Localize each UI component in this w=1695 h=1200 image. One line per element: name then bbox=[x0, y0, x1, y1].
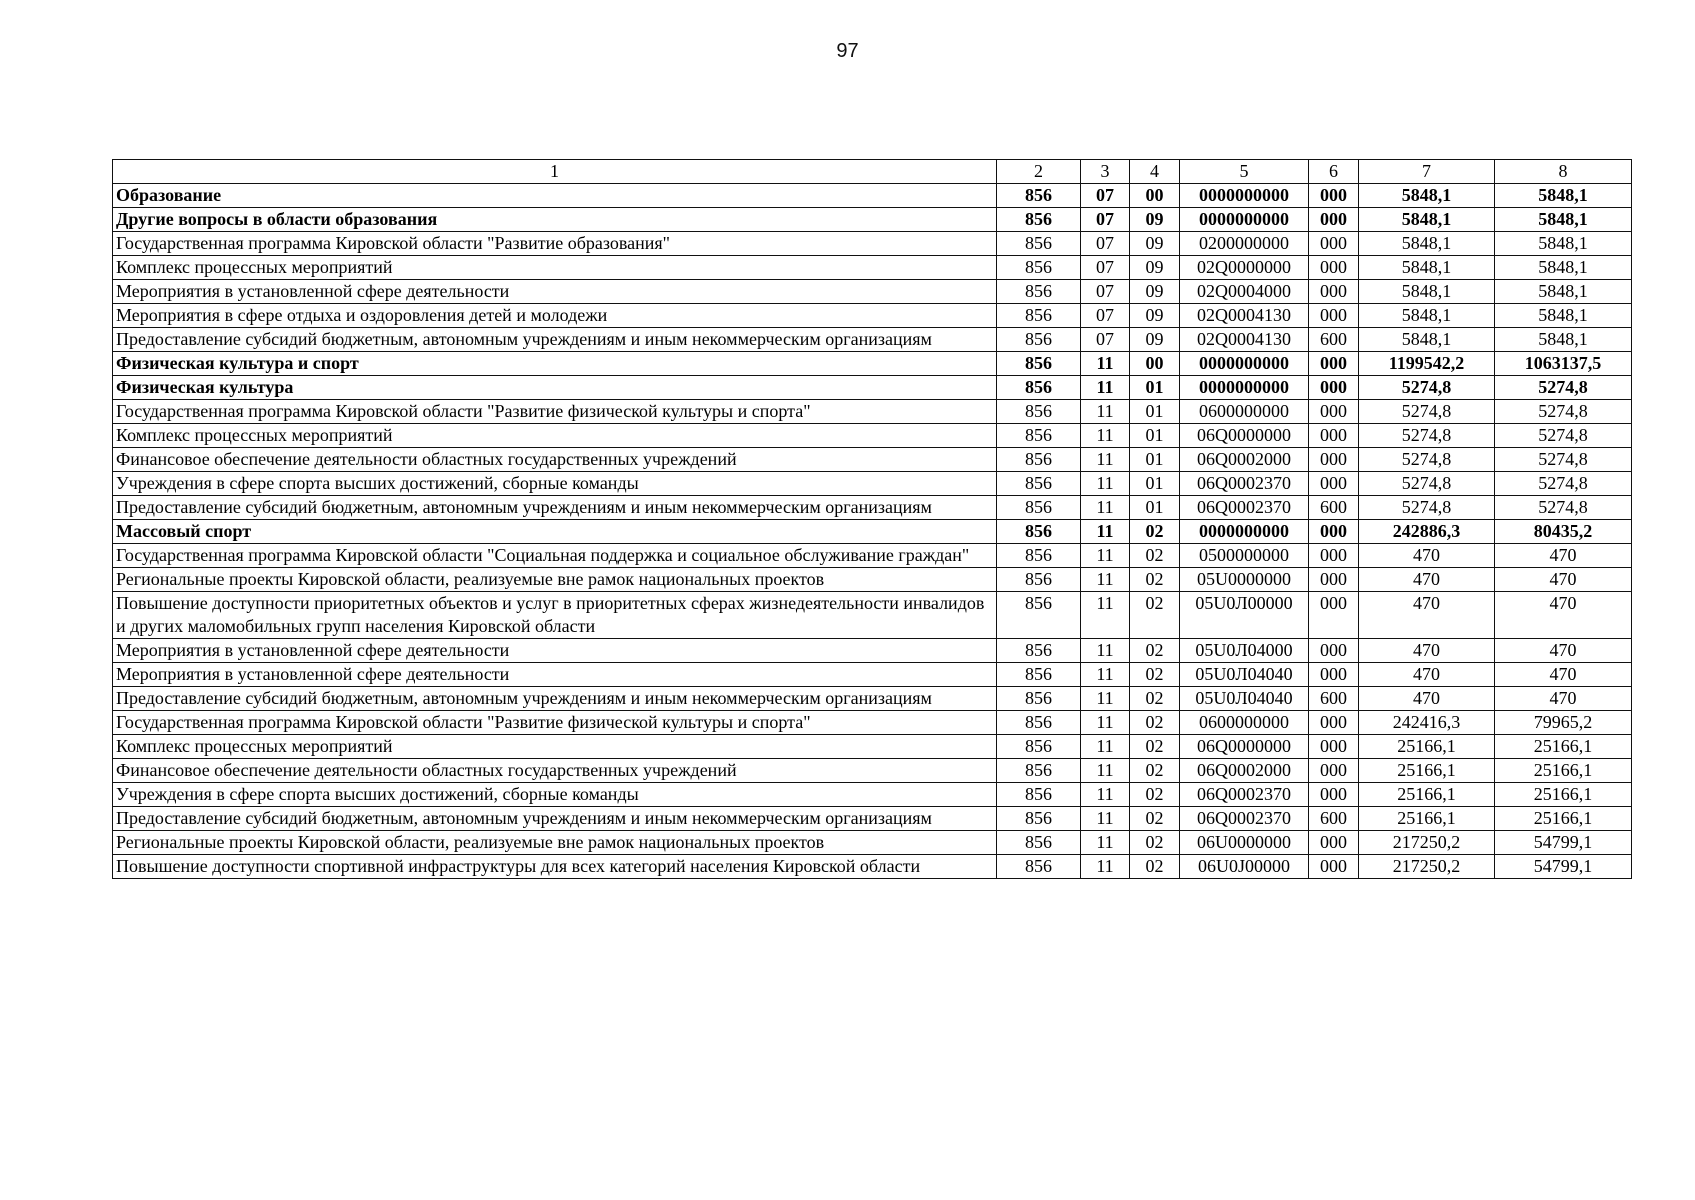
row-value-cell: 06Q0002000 bbox=[1180, 759, 1309, 783]
row-value-cell: 000 bbox=[1309, 663, 1359, 687]
table-row bbox=[113, 663, 1632, 687]
table-row bbox=[113, 376, 1632, 400]
row-value-cell: 02 bbox=[1130, 687, 1180, 711]
row-value-cell: 02 bbox=[1130, 831, 1180, 855]
table-row bbox=[113, 520, 1632, 544]
row-value-cell: 5274,8 bbox=[1359, 448, 1495, 472]
row-value-cell: 856 bbox=[997, 831, 1081, 855]
row-value-cell: 05U0Л04040 bbox=[1180, 687, 1309, 711]
row-description-cell: Государственная программа Кировской области "Развитие образования" bbox=[113, 232, 997, 256]
row-value-cell: 5274,8 bbox=[1495, 472, 1632, 496]
row-description-cell: Предоставление субсидий бюджетным, автономным учреждениям и иным некоммерческим организациям bbox=[113, 807, 997, 831]
header-cell: 2 bbox=[997, 160, 1081, 184]
row-description-cell: Образование bbox=[113, 184, 997, 208]
row-value-cell: 06Q0002370 bbox=[1180, 472, 1309, 496]
row-value-cell: 856 bbox=[997, 328, 1081, 352]
row-description-cell: Повышение доступности спортивной инфраструктуры для всех категорий населения Кировской области bbox=[113, 855, 997, 879]
row-value-cell: 11 bbox=[1081, 687, 1130, 711]
row-value-cell: 11 bbox=[1081, 711, 1130, 735]
row-description-cell: Мероприятия в установленной сфере деятельности bbox=[113, 663, 997, 687]
row-value-cell: 01 bbox=[1130, 496, 1180, 520]
row-value-cell: 02 bbox=[1130, 544, 1180, 568]
row-value-cell: 09 bbox=[1130, 304, 1180, 328]
row-value-cell: 25166,1 bbox=[1359, 807, 1495, 831]
row-value-cell: 02Q0000000 bbox=[1180, 256, 1309, 280]
row-value-cell: 000 bbox=[1309, 208, 1359, 232]
row-value-cell: 000 bbox=[1309, 735, 1359, 759]
table-row bbox=[113, 208, 1632, 232]
row-value-cell: 5274,8 bbox=[1359, 424, 1495, 448]
row-value-cell: 0000000000 bbox=[1180, 208, 1309, 232]
row-value-cell: 470 bbox=[1495, 687, 1632, 711]
budget-table bbox=[112, 159, 1632, 879]
row-value-cell: 856 bbox=[997, 807, 1081, 831]
row-value-cell: 02 bbox=[1130, 855, 1180, 879]
row-value-cell: 11 bbox=[1081, 735, 1130, 759]
row-value-cell: 856 bbox=[997, 496, 1081, 520]
row-value-cell: 5274,8 bbox=[1495, 448, 1632, 472]
row-value-cell: 242886,3 bbox=[1359, 520, 1495, 544]
row-description-cell: Физическая культура bbox=[113, 376, 997, 400]
row-value-cell: 11 bbox=[1081, 639, 1130, 663]
row-value-cell: 05U0Л04000 bbox=[1180, 639, 1309, 663]
row-value-cell: 06Q0000000 bbox=[1180, 424, 1309, 448]
row-value-cell: 5274,8 bbox=[1495, 424, 1632, 448]
row-value-cell: 00 bbox=[1130, 352, 1180, 376]
row-value-cell: 25166,1 bbox=[1359, 735, 1495, 759]
row-value-cell: 07 bbox=[1081, 184, 1130, 208]
row-description-cell: Учреждения в сфере спорта высших достижений, сборные команды bbox=[113, 783, 997, 807]
row-value-cell: 5274,8 bbox=[1359, 376, 1495, 400]
row-value-cell: 856 bbox=[997, 568, 1081, 592]
row-value-cell: 856 bbox=[997, 592, 1081, 639]
row-value-cell: 5848,1 bbox=[1359, 184, 1495, 208]
row-value-cell: 0600000000 bbox=[1180, 400, 1309, 424]
row-description-cell: Повышение доступности приоритетных объектов и услуг в приоритетных сферах жизнедеятельности инвалидов и других маломобильных групп населения Кировской области bbox=[113, 592, 997, 639]
row-value-cell: 09 bbox=[1130, 328, 1180, 352]
table-row bbox=[113, 711, 1632, 735]
row-value-cell: 000 bbox=[1309, 256, 1359, 280]
row-description-cell: Мероприятия в сфере отдыха и оздоровления детей и молодежи bbox=[113, 304, 997, 328]
row-value-cell: 0000000000 bbox=[1180, 352, 1309, 376]
table-row bbox=[113, 400, 1632, 424]
row-value-cell: 06Q0002370 bbox=[1180, 807, 1309, 831]
row-value-cell: 02 bbox=[1130, 711, 1180, 735]
row-value-cell: 000 bbox=[1309, 831, 1359, 855]
row-value-cell: 06Q0002000 bbox=[1180, 448, 1309, 472]
row-description-cell: Учреждения в сфере спорта высших достижений, сборные команды bbox=[113, 472, 997, 496]
row-value-cell: 856 bbox=[997, 376, 1081, 400]
row-value-cell: 5274,8 bbox=[1359, 400, 1495, 424]
row-value-cell: 856 bbox=[997, 855, 1081, 879]
row-value-cell: 856 bbox=[997, 280, 1081, 304]
table-row bbox=[113, 687, 1632, 711]
header-row bbox=[113, 160, 1632, 184]
row-value-cell: 09 bbox=[1130, 232, 1180, 256]
row-value-cell: 06U0000000 bbox=[1180, 831, 1309, 855]
row-value-cell: 0500000000 bbox=[1180, 544, 1309, 568]
row-value-cell: 1199542,2 bbox=[1359, 352, 1495, 376]
row-value-cell: 11 bbox=[1081, 520, 1130, 544]
row-value-cell: 5274,8 bbox=[1495, 376, 1632, 400]
row-value-cell: 5848,1 bbox=[1495, 328, 1632, 352]
table-row bbox=[113, 783, 1632, 807]
row-value-cell: 54799,1 bbox=[1495, 831, 1632, 855]
row-value-cell: 600 bbox=[1309, 496, 1359, 520]
row-value-cell: 000 bbox=[1309, 400, 1359, 424]
row-value-cell: 0000000000 bbox=[1180, 184, 1309, 208]
row-value-cell: 856 bbox=[997, 783, 1081, 807]
row-value-cell: 470 bbox=[1359, 568, 1495, 592]
row-value-cell: 000 bbox=[1309, 280, 1359, 304]
row-description-cell: Финансовое обеспечение деятельности областных государственных учреждений bbox=[113, 448, 997, 472]
table-row bbox=[113, 639, 1632, 663]
row-description-cell: Предоставление субсидий бюджетным, автономным учреждениям и иным некоммерческим организациям bbox=[113, 496, 997, 520]
row-value-cell: 06Q0002370 bbox=[1180, 496, 1309, 520]
row-value-cell: 856 bbox=[997, 448, 1081, 472]
row-value-cell: 5274,8 bbox=[1359, 496, 1495, 520]
row-value-cell: 0600000000 bbox=[1180, 711, 1309, 735]
row-value-cell: 05U0Л00000 bbox=[1180, 592, 1309, 639]
row-value-cell: 000 bbox=[1309, 520, 1359, 544]
row-value-cell: 470 bbox=[1495, 568, 1632, 592]
row-value-cell: 600 bbox=[1309, 328, 1359, 352]
row-value-cell: 217250,2 bbox=[1359, 831, 1495, 855]
row-value-cell: 07 bbox=[1081, 328, 1130, 352]
table-body bbox=[113, 184, 1632, 879]
row-value-cell: 470 bbox=[1495, 592, 1632, 639]
row-value-cell: 02 bbox=[1130, 735, 1180, 759]
row-value-cell: 80435,2 bbox=[1495, 520, 1632, 544]
row-value-cell: 856 bbox=[997, 687, 1081, 711]
row-value-cell: 000 bbox=[1309, 783, 1359, 807]
row-value-cell: 5274,8 bbox=[1495, 400, 1632, 424]
row-value-cell: 856 bbox=[997, 639, 1081, 663]
row-value-cell: 5274,8 bbox=[1359, 472, 1495, 496]
row-value-cell: 25166,1 bbox=[1359, 783, 1495, 807]
row-description-cell: Региональные проекты Кировской области, реализуемые вне рамок национальных проектов bbox=[113, 568, 997, 592]
row-value-cell: 5848,1 bbox=[1359, 232, 1495, 256]
row-value-cell: 07 bbox=[1081, 304, 1130, 328]
row-value-cell: 02 bbox=[1130, 783, 1180, 807]
table-row bbox=[113, 256, 1632, 280]
row-value-cell: 856 bbox=[997, 711, 1081, 735]
row-value-cell: 470 bbox=[1495, 663, 1632, 687]
row-value-cell: 02 bbox=[1130, 663, 1180, 687]
row-description-cell: Предоставление субсидий бюджетным, автономным учреждениям и иным некоммерческим организациям bbox=[113, 687, 997, 711]
row-value-cell: 242416,3 bbox=[1359, 711, 1495, 735]
row-description-cell: Государственная программа Кировской области "Социальная поддержка и социальное обслуживание граждан" bbox=[113, 544, 997, 568]
row-value-cell: 05U0Л04040 bbox=[1180, 663, 1309, 687]
row-value-cell: 07 bbox=[1081, 208, 1130, 232]
row-value-cell: 000 bbox=[1309, 592, 1359, 639]
row-value-cell: 02 bbox=[1130, 520, 1180, 544]
row-value-cell: 00 bbox=[1130, 184, 1180, 208]
row-value-cell: 5848,1 bbox=[1359, 304, 1495, 328]
row-value-cell: 07 bbox=[1081, 232, 1130, 256]
row-value-cell: 25166,1 bbox=[1495, 807, 1632, 831]
row-value-cell: 02Q0004130 bbox=[1180, 328, 1309, 352]
header-cell: 5 bbox=[1180, 160, 1309, 184]
row-value-cell: 856 bbox=[997, 352, 1081, 376]
table-row bbox=[113, 424, 1632, 448]
row-value-cell: 11 bbox=[1081, 424, 1130, 448]
row-value-cell: 000 bbox=[1309, 639, 1359, 663]
row-value-cell: 470 bbox=[1359, 544, 1495, 568]
row-value-cell: 11 bbox=[1081, 807, 1130, 831]
row-description-cell: Государственная программа Кировской области "Развитие физической культуры и спорта" bbox=[113, 400, 997, 424]
row-value-cell: 5848,1 bbox=[1359, 280, 1495, 304]
row-value-cell: 856 bbox=[997, 208, 1081, 232]
row-description-cell: Государственная программа Кировской области "Развитие физической культуры и спорта" bbox=[113, 711, 997, 735]
row-value-cell: 11 bbox=[1081, 496, 1130, 520]
row-value-cell: 856 bbox=[997, 424, 1081, 448]
row-value-cell: 01 bbox=[1130, 448, 1180, 472]
row-value-cell: 5848,1 bbox=[1359, 256, 1495, 280]
row-value-cell: 856 bbox=[997, 759, 1081, 783]
row-value-cell: 000 bbox=[1309, 568, 1359, 592]
row-value-cell: 000 bbox=[1309, 544, 1359, 568]
row-value-cell: 856 bbox=[997, 544, 1081, 568]
row-value-cell: 600 bbox=[1309, 687, 1359, 711]
row-value-cell: 000 bbox=[1309, 759, 1359, 783]
row-value-cell: 856 bbox=[997, 184, 1081, 208]
row-value-cell: 11 bbox=[1081, 448, 1130, 472]
row-value-cell: 000 bbox=[1309, 352, 1359, 376]
row-value-cell: 25166,1 bbox=[1495, 759, 1632, 783]
row-value-cell: 07 bbox=[1081, 280, 1130, 304]
row-value-cell: 0000000000 bbox=[1180, 376, 1309, 400]
row-value-cell: 11 bbox=[1081, 472, 1130, 496]
row-value-cell: 25166,1 bbox=[1495, 783, 1632, 807]
row-value-cell: 856 bbox=[997, 520, 1081, 544]
row-value-cell: 11 bbox=[1081, 400, 1130, 424]
table-row bbox=[113, 592, 1632, 639]
row-value-cell: 000 bbox=[1309, 448, 1359, 472]
row-value-cell: 1063137,5 bbox=[1495, 352, 1632, 376]
table-row bbox=[113, 735, 1632, 759]
row-value-cell: 06Q0000000 bbox=[1180, 735, 1309, 759]
header-cell: 6 bbox=[1309, 160, 1359, 184]
row-value-cell: 000 bbox=[1309, 184, 1359, 208]
row-value-cell: 01 bbox=[1130, 376, 1180, 400]
table-row bbox=[113, 448, 1632, 472]
row-value-cell: 470 bbox=[1359, 639, 1495, 663]
row-value-cell: 5274,8 bbox=[1495, 496, 1632, 520]
row-description-cell: Предоставление субсидий бюджетным, автономным учреждениям и иным некоммерческим организациям bbox=[113, 328, 997, 352]
row-value-cell: 470 bbox=[1495, 639, 1632, 663]
header-cell: 1 bbox=[113, 160, 997, 184]
row-value-cell: 79965,2 bbox=[1495, 711, 1632, 735]
row-value-cell: 02 bbox=[1130, 568, 1180, 592]
table-row bbox=[113, 496, 1632, 520]
row-value-cell: 470 bbox=[1359, 663, 1495, 687]
row-value-cell: 856 bbox=[997, 735, 1081, 759]
row-value-cell: 856 bbox=[997, 256, 1081, 280]
table-row bbox=[113, 472, 1632, 496]
row-description-cell: Комплекс процессных мероприятий bbox=[113, 256, 997, 280]
row-value-cell: 02Q0004130 bbox=[1180, 304, 1309, 328]
row-value-cell: 5848,1 bbox=[1359, 328, 1495, 352]
page-number: 97 bbox=[836, 40, 859, 62]
row-description-cell: Финансовое обеспечение деятельности областных государственных учреждений bbox=[113, 759, 997, 783]
header-cell: 7 bbox=[1359, 160, 1495, 184]
row-value-cell: 02Q0004000 bbox=[1180, 280, 1309, 304]
row-value-cell: 000 bbox=[1309, 424, 1359, 448]
row-value-cell: 11 bbox=[1081, 544, 1130, 568]
row-value-cell: 01 bbox=[1130, 400, 1180, 424]
row-value-cell: 470 bbox=[1495, 544, 1632, 568]
row-value-cell: 5848,1 bbox=[1495, 184, 1632, 208]
table-row bbox=[113, 304, 1632, 328]
row-description-cell: Мероприятия в установленной сфере деятельности bbox=[113, 639, 997, 663]
row-description-cell: Комплекс процессных мероприятий bbox=[113, 735, 997, 759]
row-value-cell: 5848,1 bbox=[1359, 208, 1495, 232]
row-value-cell: 5848,1 bbox=[1495, 256, 1632, 280]
row-description-cell: Другие вопросы в области образования bbox=[113, 208, 997, 232]
row-value-cell: 07 bbox=[1081, 256, 1130, 280]
row-description-cell: Региональные проекты Кировской области, реализуемые вне рамок национальных проектов bbox=[113, 831, 997, 855]
row-value-cell: 5848,1 bbox=[1495, 280, 1632, 304]
row-value-cell: 11 bbox=[1081, 663, 1130, 687]
header-cell: 8 bbox=[1495, 160, 1632, 184]
row-value-cell: 09 bbox=[1130, 256, 1180, 280]
table-row bbox=[113, 807, 1632, 831]
table-row bbox=[113, 568, 1632, 592]
row-value-cell: 856 bbox=[997, 232, 1081, 256]
row-value-cell: 01 bbox=[1130, 472, 1180, 496]
row-value-cell: 09 bbox=[1130, 208, 1180, 232]
row-description-cell: Физическая культура и спорт bbox=[113, 352, 997, 376]
row-value-cell: 02 bbox=[1130, 807, 1180, 831]
row-value-cell: 06U0J00000 bbox=[1180, 855, 1309, 879]
row-value-cell: 000 bbox=[1309, 855, 1359, 879]
row-value-cell: 11 bbox=[1081, 592, 1130, 639]
row-value-cell: 470 bbox=[1359, 592, 1495, 639]
table-row bbox=[113, 352, 1632, 376]
row-value-cell: 217250,2 bbox=[1359, 855, 1495, 879]
row-value-cell: 11 bbox=[1081, 568, 1130, 592]
row-value-cell: 11 bbox=[1081, 352, 1130, 376]
header-cell: 3 bbox=[1081, 160, 1130, 184]
row-value-cell: 02 bbox=[1130, 592, 1180, 639]
row-value-cell: 05U0000000 bbox=[1180, 568, 1309, 592]
row-value-cell: 000 bbox=[1309, 376, 1359, 400]
row-value-cell: 600 bbox=[1309, 807, 1359, 831]
row-value-cell: 5848,1 bbox=[1495, 232, 1632, 256]
row-value-cell: 0000000000 bbox=[1180, 520, 1309, 544]
row-value-cell: 856 bbox=[997, 472, 1081, 496]
row-value-cell: 000 bbox=[1309, 232, 1359, 256]
table-row bbox=[113, 232, 1632, 256]
row-description-cell: Мероприятия в установленной сфере деятельности bbox=[113, 280, 997, 304]
row-value-cell: 470 bbox=[1359, 687, 1495, 711]
row-value-cell: 000 bbox=[1309, 304, 1359, 328]
row-value-cell: 02 bbox=[1130, 759, 1180, 783]
row-value-cell: 25166,1 bbox=[1495, 735, 1632, 759]
row-description-cell: Массовый спорт bbox=[113, 520, 997, 544]
row-value-cell: 856 bbox=[997, 400, 1081, 424]
row-value-cell: 25166,1 bbox=[1359, 759, 1495, 783]
row-value-cell: 000 bbox=[1309, 472, 1359, 496]
row-value-cell: 06Q0002370 bbox=[1180, 783, 1309, 807]
row-value-cell: 11 bbox=[1081, 783, 1130, 807]
row-value-cell: 000 bbox=[1309, 711, 1359, 735]
row-value-cell: 5848,1 bbox=[1495, 304, 1632, 328]
row-value-cell: 5848,1 bbox=[1495, 208, 1632, 232]
row-value-cell: 54799,1 bbox=[1495, 855, 1632, 879]
table-row bbox=[113, 855, 1632, 879]
table-row bbox=[113, 328, 1632, 352]
row-value-cell: 11 bbox=[1081, 831, 1130, 855]
row-value-cell: 0200000000 bbox=[1180, 232, 1309, 256]
row-description-cell: Комплекс процессных мероприятий bbox=[113, 424, 997, 448]
row-value-cell: 11 bbox=[1081, 759, 1130, 783]
table-row bbox=[113, 184, 1632, 208]
table-row bbox=[113, 759, 1632, 783]
table-row bbox=[113, 280, 1632, 304]
row-value-cell: 856 bbox=[997, 304, 1081, 328]
row-value-cell: 11 bbox=[1081, 855, 1130, 879]
row-value-cell: 02 bbox=[1130, 639, 1180, 663]
row-value-cell: 01 bbox=[1130, 424, 1180, 448]
row-value-cell: 09 bbox=[1130, 280, 1180, 304]
row-value-cell: 11 bbox=[1081, 376, 1130, 400]
table-row bbox=[113, 831, 1632, 855]
header-cell: 4 bbox=[1130, 160, 1180, 184]
table-row bbox=[113, 544, 1632, 568]
row-value-cell: 856 bbox=[997, 663, 1081, 687]
